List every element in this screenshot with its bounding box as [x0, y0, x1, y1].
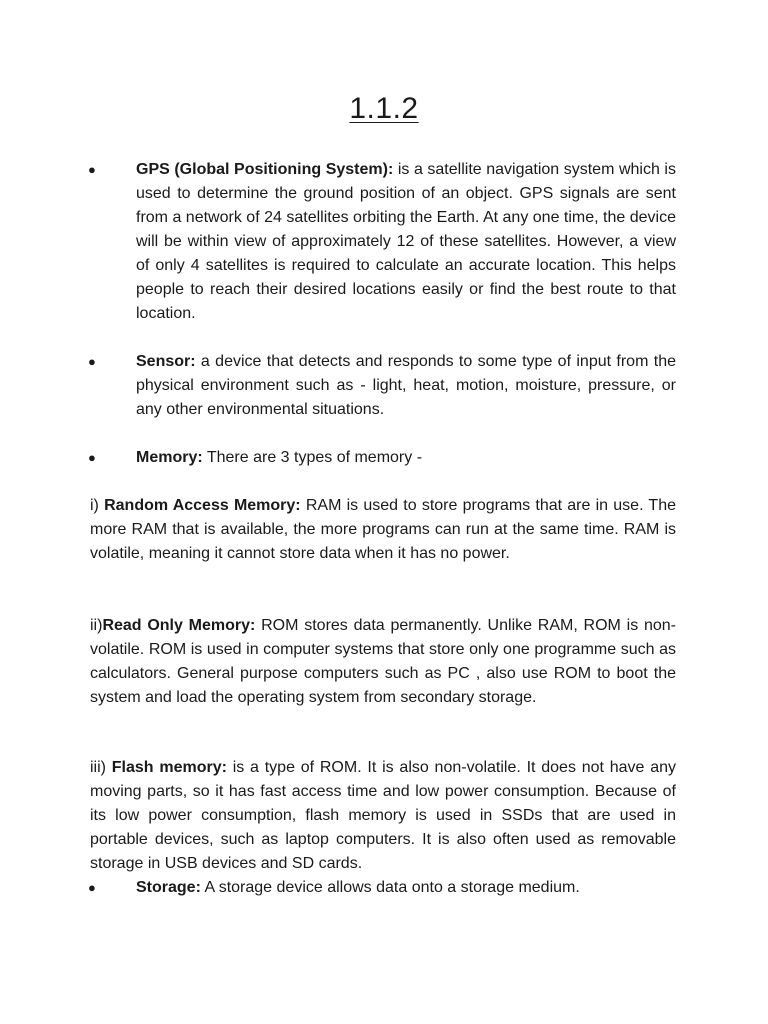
paragraph-ram-term: Random Access Memory: — [104, 497, 301, 514]
page-title: 1.1.2 — [349, 92, 419, 125]
bullet-dot: ● — [88, 354, 96, 369]
bullet-gps-term: GPS (Global Positioning System): — [136, 161, 394, 178]
paragraph-rom — [90, 614, 676, 710]
bullet-storage-text: A storage device allows data onto a storage medium. — [200, 879, 580, 896]
paragraph-flash-term: Flash memory: — [111, 759, 227, 776]
bullet-storage-body — [136, 876, 676, 900]
bullet-storage-term: Storage: — [136, 879, 201, 896]
bullet-memory-term: Memory: — [136, 449, 203, 466]
bullet-dot: ● — [88, 450, 96, 465]
bullet-dot: ● — [88, 162, 96, 177]
paragraph-rom-text: ROM stores data permanently. Unlike RAM, ROM is non-volatile. ROM is used in computer systems that store only one programme such as calculators. General purpose computers such as PC , also use ROM to boot the system and load the operating system from secondary storage. — [90, 617, 677, 706]
paragraph-flash-prefix: iii) — [90, 759, 112, 776]
bullet-gps-body — [136, 158, 676, 326]
bullet-sensor — [88, 350, 676, 422]
bullet-sensor-body — [136, 350, 676, 422]
paragraph-ram-prefix: i) — [90, 497, 105, 514]
paragraph-flash-text: is a type of ROM. It is also non-volatile. It does not have any moving parts, so it has fast access time and low power consumption. Because of its low power consumption, flash memory is used in SSDs that are used in portable devices, such as laptop computers. It is also often used as removable storage in USB devices and SD cards. — [90, 759, 677, 872]
bullet-sensor-text: a device that detects and responds to some type of input from the physical environment such as - light, heat, motion, moisture, pressure, or any other environmental situations. — [136, 353, 676, 418]
paragraph-rom-prefix: ii) — [90, 617, 103, 634]
bullet-memory — [88, 446, 676, 470]
bullet-storage — [88, 876, 676, 900]
bullet-dot: ● — [88, 880, 96, 895]
paragraph-ram — [90, 494, 676, 566]
paragraph-flash — [90, 756, 676, 876]
bullet-memory-text: There are 3 types of memory - — [202, 449, 423, 466]
paragraph-ram-text: RAM is used to store programs that are in use. The more RAM that is available, the more programs can run at the same time. RAM is volatile, meaning it cannot store data when it has no power. — [90, 497, 676, 562]
paragraph-rom-term: Read Only Memory: — [102, 617, 256, 634]
bullet-memory-body — [136, 446, 676, 470]
bullet-sensor-term: Sensor: — [136, 353, 196, 370]
bullet-gps — [88, 158, 676, 326]
bullet-gps-text: is a satellite navigation system which is used to determine the ground position of an object. GPS signals are sent from a network of 24 satellites orbiting the Earth. At any one time, the device will be within view of approximately 12 of these satellites. However, a view of only 4 satellites is required to calculate an accurate location. This helps people to reach their desired locations easily or find the best route to that location. — [136, 161, 676, 322]
